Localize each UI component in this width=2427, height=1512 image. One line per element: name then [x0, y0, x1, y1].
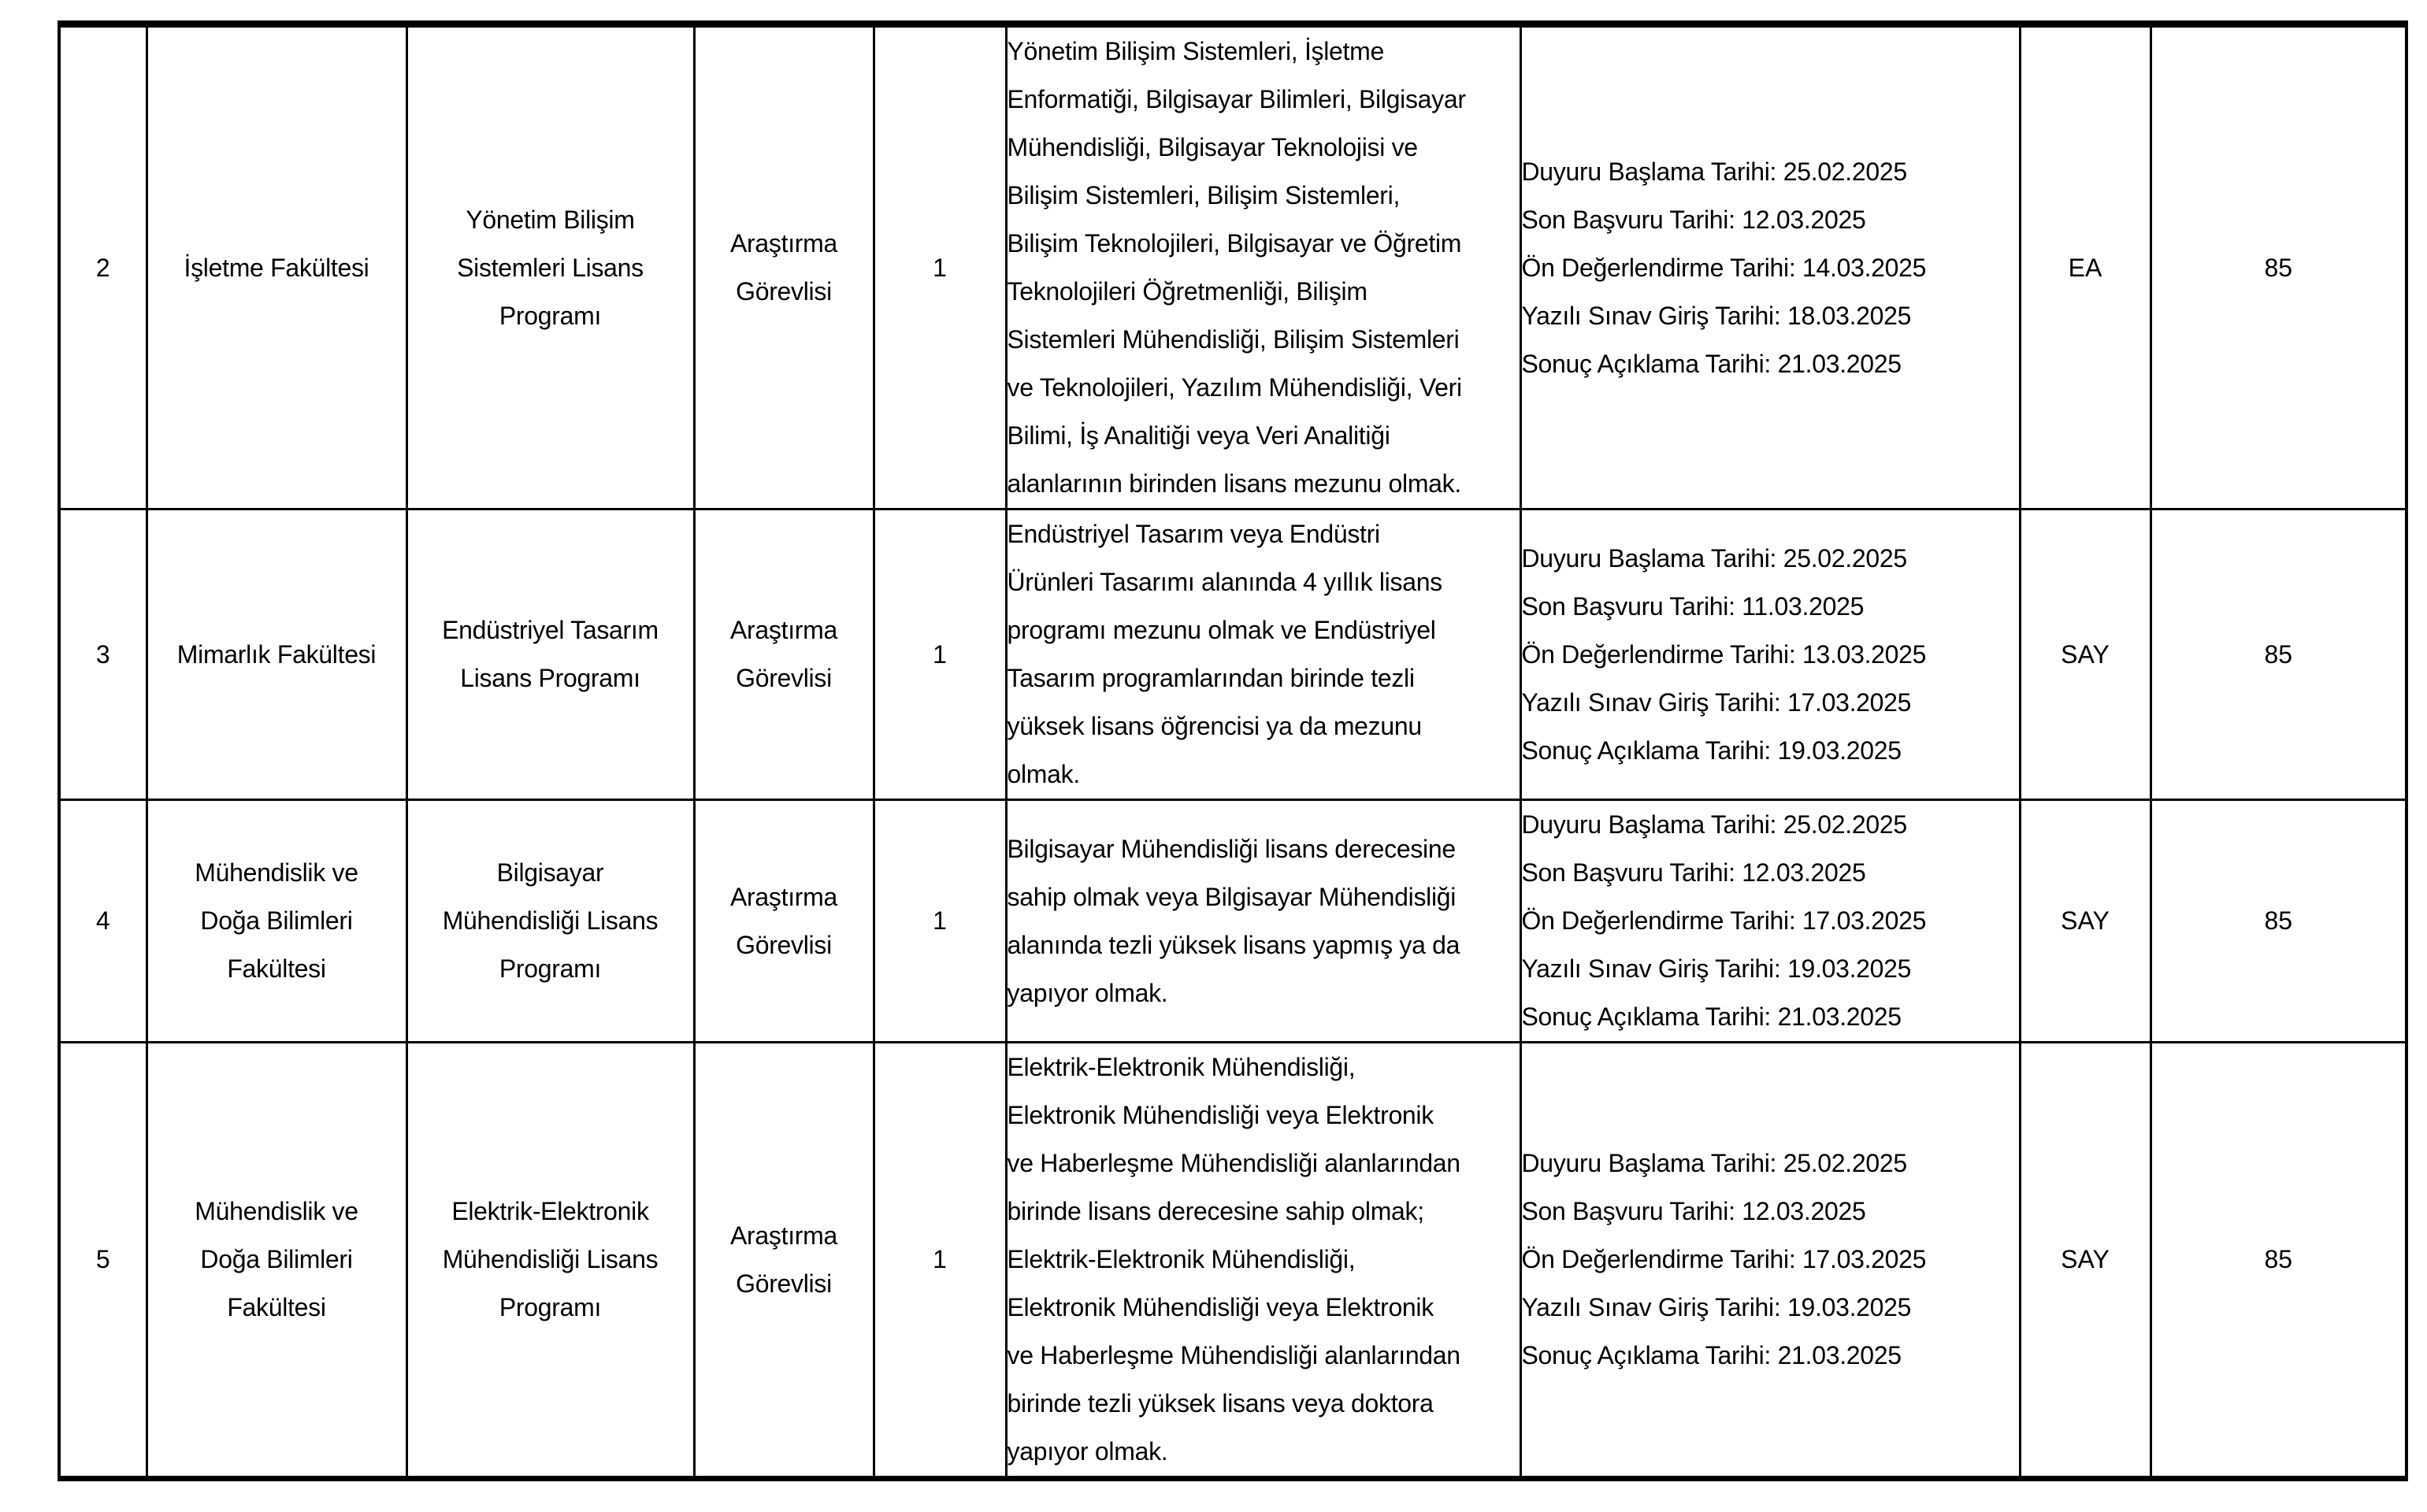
text-line: Görevlisi: [736, 664, 832, 692]
cell-requirements: [1006, 800, 1520, 1043]
cell-quota: 1: [874, 510, 1006, 800]
text-line: İşletme Fakültesi: [184, 253, 369, 282]
text-line: Duyuru Başlama Tarihi: 25.02.2025: [1521, 157, 1907, 186]
text-line: Endüstriyel Tasarım: [442, 616, 659, 644]
text-line: Yönetim Bilişim Sistemleri, İşletme: [1007, 37, 1385, 65]
text-line: programı mezunu olmak ve Endüstriyel: [1007, 616, 1436, 644]
text-line: sahip olmak veya Bilgisayar Mühendisliği: [1007, 882, 1457, 911]
text-line: Araştırma: [730, 1221, 837, 1250]
cell-quota: 1: [874, 1043, 1006, 1479]
text-line: Mimarlık Fakültesi: [176, 639, 377, 669]
cell-dates: [1520, 510, 2020, 800]
text-line: alanlarının birinden lisans mezunu olmak.: [1007, 469, 1461, 498]
table-row: [59, 24, 2407, 510]
text-line: birinde lisans derecesine sahip olmak;: [1007, 1197, 1424, 1225]
text-line: Araştırma: [730, 616, 837, 644]
cell-dates: [1520, 800, 2020, 1043]
text-line: Sonuç Açıklama Tarihi: 21.03.2025: [1521, 349, 1902, 378]
text-line: Endüstriyel Tasarım veya Endüstri: [1007, 520, 1380, 548]
text-line: Bilgisayar: [496, 858, 604, 887]
text-line: Bilgisayar Mühendisliği lisans derecesine: [1007, 834, 1456, 863]
text-line: Sonuç Açıklama Tarihi: 21.03.2025: [1521, 1002, 1902, 1031]
text-line: Doğa Bilimleri: [200, 906, 353, 935]
text-line: Duyuru Başlama Tarihi: 25.02.2025: [1521, 1149, 1907, 1177]
cell-position: [694, 1043, 874, 1479]
text-line: Sistemleri Mühendisliği, Bilişim Sistemleri: [1007, 325, 1460, 354]
text-line: Lisans Programı: [460, 664, 640, 692]
cell-requirements: [1006, 510, 1520, 800]
cell-quota: 1: [874, 24, 1006, 510]
text-line: olmak.: [1007, 760, 1080, 788]
text-line: birinde tezli yüksek lisans veya doktora: [1007, 1389, 1434, 1418]
text-line: Sonuç Açıklama Tarihi: 19.03.2025: [1521, 736, 1902, 765]
cell-score-type: EA: [2020, 24, 2151, 510]
cell-program: [406, 1043, 694, 1479]
cell-score-type: SAY: [2020, 1043, 2151, 1479]
text-line: Programı: [499, 1293, 602, 1321]
cell-program: [406, 24, 694, 510]
text-line: Son Başvuru Tarihi: 12.03.2025: [1521, 858, 1866, 887]
text-line: Ön Değerlendirme Tarihi: 17.03.2025: [1521, 906, 1927, 935]
text-line: Araştırma: [730, 882, 837, 911]
text-line: ve Haberleşme Mühendisliği alanlarından: [1007, 1149, 1460, 1177]
cell-score: 85: [2151, 24, 2407, 510]
text-line: Elektrik-Elektronik Mühendisliği,: [1007, 1053, 1356, 1081]
cell-row-number: 3: [59, 510, 147, 800]
table-row: [59, 800, 2407, 1043]
text-line: Yazılı Sınav Giriş Tarihi: 19.03.2025: [1521, 954, 1912, 983]
cell-row-number: 5: [59, 1043, 147, 1479]
text-line: Görevlisi: [736, 930, 832, 959]
cell-faculty: [147, 510, 406, 800]
cell-program: [406, 510, 694, 800]
text-line: Bilimi, İş Analitiği veya Veri Analitiği: [1007, 421, 1390, 450]
text-line: Enformatiği, Bilgisayar Bilimleri, Bilgisayar: [1007, 85, 1466, 113]
text-line: yüksek lisans öğrencisi ya da mezunu: [1007, 712, 1422, 740]
text-line: Elektronik Mühendisliği veya Elektronik: [1007, 1293, 1434, 1321]
text-line: Mühendisliği Lisans: [442, 1245, 659, 1273]
text-line: yapıyor olmak.: [1007, 978, 1168, 1007]
text-line: Görevlisi: [736, 1269, 832, 1298]
cell-program: [406, 800, 694, 1043]
text-line: Tasarım programlarından birinde tezli: [1007, 664, 1415, 692]
text-line: Mühendislik ve: [195, 1197, 358, 1225]
cell-position: [694, 800, 874, 1043]
text-line: yapıyor olmak.: [1007, 1437, 1168, 1466]
cell-requirements: [1006, 24, 1520, 510]
cell-faculty: [147, 800, 406, 1043]
cell-row-number: 2: [59, 24, 147, 510]
text-line: Sistemleri Lisans: [457, 253, 644, 282]
text-line: Duyuru Başlama Tarihi: 25.02.2025: [1521, 810, 1907, 839]
text-line: Mühendislik ve: [195, 858, 358, 887]
text-line: Duyuru Başlama Tarihi: 25.02.2025: [1521, 543, 1907, 573]
text-line: Ürünleri Tasarımı alanında 4 yıllık lisans: [1007, 568, 1442, 596]
cell-score-type: SAY: [2020, 800, 2151, 1043]
text-line: Son Başvuru Tarihi: 12.03.2025: [1521, 1197, 1866, 1225]
text-line: Doğa Bilimleri: [200, 1245, 353, 1273]
text-line: Mühendisliği, Bilgisayar Teknolojisi ve: [1007, 133, 1418, 161]
text-line: Bilişim Teknolojileri, Bilgisayar ve Öğretim: [1007, 229, 1462, 258]
cell-score: 85: [2151, 510, 2407, 800]
text-line: Son Başvuru Tarihi: 11.03.2025: [1521, 591, 1865, 621]
text-line: Yazılı Sınav Giriş Tarihi: 19.03.2025: [1521, 1293, 1912, 1321]
cell-quota: 1: [874, 800, 1006, 1043]
text-line: Elektronik Mühendisliği veya Elektronik: [1007, 1101, 1434, 1129]
text-line: Ön Değerlendirme Tarihi: 17.03.2025: [1521, 1245, 1927, 1273]
cell-score-type: SAY: [2020, 510, 2151, 800]
cell-position: [694, 24, 874, 510]
cell-requirements: [1006, 1043, 1520, 1479]
text-line: Görevlisi: [736, 277, 832, 306]
cell-faculty: [147, 24, 406, 510]
text-line: Yazılı Sınav Giriş Tarihi: 18.03.2025: [1521, 301, 1912, 330]
text-line: Yazılı Sınav Giriş Tarihi: 17.03.2025: [1521, 687, 1912, 717]
cell-position: [694, 510, 874, 800]
text-line: Bilişim Sistemleri, Bilişim Sistemleri,: [1007, 181, 1401, 209]
text-line: Ön Değerlendirme Tarihi: 13.03.2025: [1521, 639, 1927, 669]
text-line: Ön Değerlendirme Tarihi: 14.03.2025: [1521, 253, 1927, 282]
text-line: Araştırma: [730, 229, 837, 258]
cell-score: 85: [2151, 1043, 2407, 1479]
text-line: Teknolojileri Öğretmenliği, Bilişim: [1007, 277, 1368, 306]
cell-dates: [1520, 24, 2020, 510]
text-line: ve Teknolojileri, Yazılım Mühendisliği, Veri: [1007, 373, 1462, 402]
text-line: Son Başvuru Tarihi: 12.03.2025: [1521, 205, 1866, 234]
text-line: alanında tezli yüksek lisans yapmış ya da: [1007, 930, 1460, 959]
text-line: Programı: [499, 301, 602, 330]
text-line: Elektrik-Elektronik Mühendisliği,: [1007, 1245, 1356, 1273]
table-row: [59, 1043, 2407, 1479]
text-line: Elektrik-Elektronik: [451, 1197, 649, 1225]
job-postings-table: [58, 20, 2408, 1481]
text-line: Fakültesi: [227, 954, 326, 983]
text-line: Fakültesi: [227, 1293, 326, 1321]
text-line: Sonuç Açıklama Tarihi: 21.03.2025: [1521, 1341, 1902, 1369]
text-line: ve Haberleşme Mühendisliği alanlarından: [1007, 1341, 1460, 1369]
cell-dates: [1520, 1043, 2020, 1479]
cell-faculty: [147, 1043, 406, 1479]
text-line: Mühendisliği Lisans: [442, 906, 659, 935]
table-row: [59, 510, 2407, 800]
cell-row-number: 4: [59, 800, 147, 1043]
text-line: Yönetim Bilişim: [466, 205, 635, 234]
text-line: Programı: [499, 954, 602, 983]
cell-score: 85: [2151, 800, 2407, 1043]
